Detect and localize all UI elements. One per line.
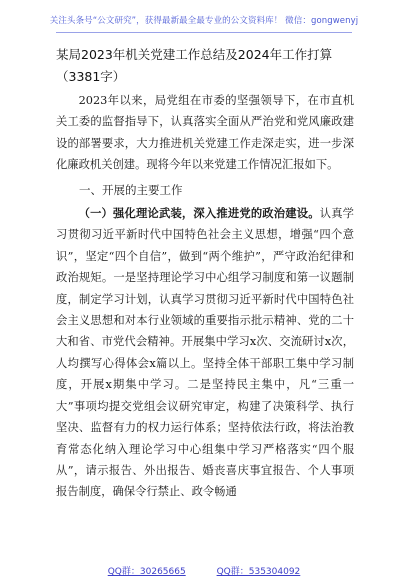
qq-group-link-2[interactable]: QQ群：535304092 bbox=[216, 567, 301, 577]
document-title: 某局2023年机关党建工作总结及2024年工作打算（3381字） bbox=[56, 47, 333, 84]
top-banner bbox=[0, 0, 408, 40]
banner-divider bbox=[56, 32, 352, 33]
subsection-body: 认真学习贯彻习近平新时代中国特色社会主义思想，增强“四个意识”，坚定“四个自信”，做到“两个维护”，严守政治纪律和政治规矩。一是坚持理论学习中心组学习制度和第一议题制度，制定学习计划，认真学习贯彻习近平新时代中国特色社会主义思想和对本行业领域的重要指示批示精神、党的二十大和省、市党代会精神。开展集中学习x次、交流研讨x次，人均撰写心得体会x篇以上。坚持全体干部职工集中学习制度，开展x期集中学习。二是坚持民主集中，凡“三重一大”事项均提交党组会议研究审定，构建了决策科学、执行坚决、监督有力的权力运行体系；坚持依法行政，将法治教育常态化纳入理论学习中心组集中学习严格落实“四个服从”，请示报告、外出报告、婚丧喜庆事宜报告、个人事项报告制度，确保令行禁止、政令畅通 bbox=[56, 207, 354, 499]
intro-paragraph: 2023年以来，局党组在市委的坚强领导下，在市直机关工委的监督指导下，认真落实全面从严治党和党风廉政建设的部署要求，大力推进机关党建工作走深走实，进一步深化廉政机关创建。现将今年以来党建工作情况汇报如下。 bbox=[56, 94, 354, 172]
document-page bbox=[56, 44, 354, 503]
banner-text: 关注头条号“公文研究”，获得最新最全最专业的公文资料库！ 微信：gongwenyj bbox=[49, 16, 359, 26]
footer-bar bbox=[0, 560, 408, 580]
qq-group-link-1[interactable]: QQ群：30265665 bbox=[107, 567, 186, 577]
section-heading: 一、开展的主要工作 bbox=[79, 182, 183, 197]
subsection-paragraph bbox=[56, 203, 354, 503]
subsection-heading: （一）强化理论武装，深入推进党的政治建设。 bbox=[78, 207, 320, 221]
